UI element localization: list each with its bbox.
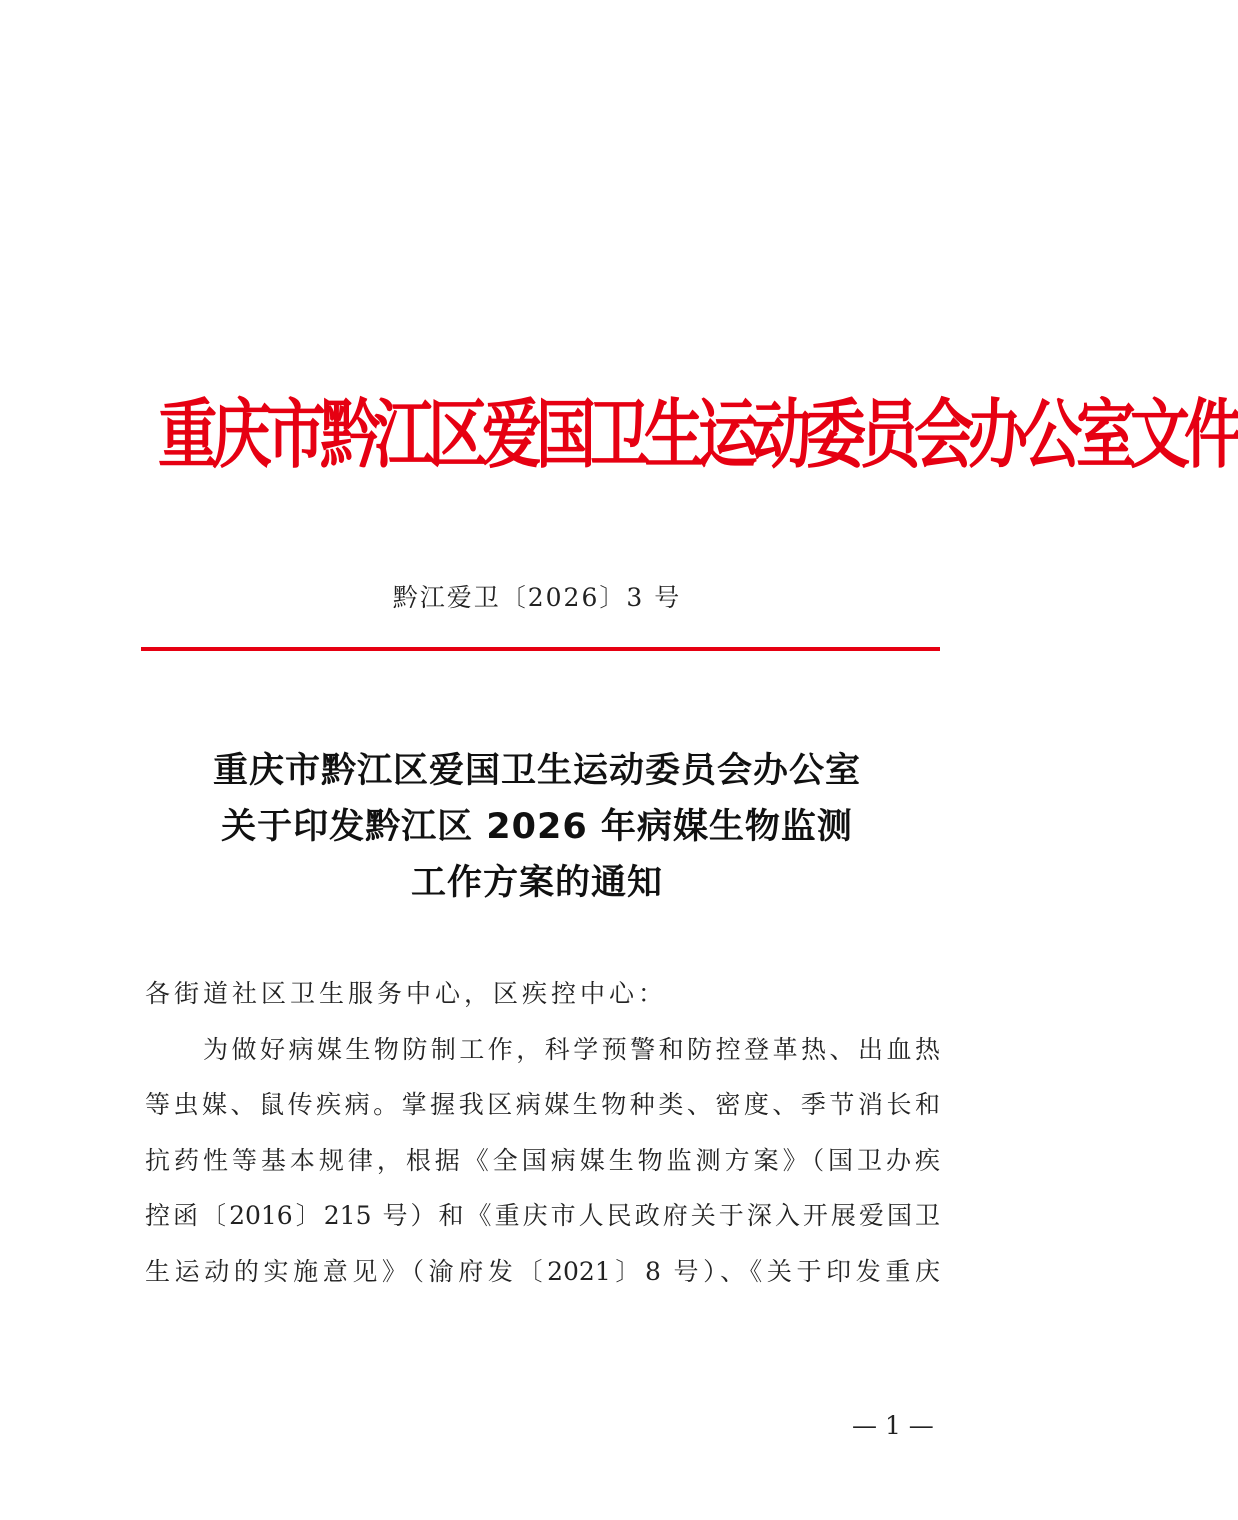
title-line-3: 工作方案的通知 — [410, 863, 663, 903]
title-line-1: 重庆市黔江区爱国卫生运动委员会办公室 — [212, 751, 861, 791]
salutation: 各街道社区卫生服务中心，区疾控中心： — [145, 979, 668, 1008]
body-line: 等虫媒、鼠传疾病。掌握我区病媒生物种类、密度、季节消长和 — [145, 1090, 940, 1119]
body-line: 抗药性等基本规律，根据《全国病媒生物监测方案》（国卫办疾 — [145, 1146, 940, 1175]
body-line: 为做好病媒生物防制工作，科学预警和防控登革热、出血热 — [203, 1035, 940, 1064]
document-number: 黔江爱卫〔2026〕3 号 — [392, 583, 682, 612]
title-line-2: 关于印发黔江区 2026 年病媒生物监测 — [221, 807, 853, 847]
body-line: 控函〔2016〕215 号）和《重庆市人民政府关于深入开展爱国卫 — [145, 1201, 940, 1230]
page-number: — 1 — — [852, 1411, 934, 1440]
body-line: 生运动的实施意见》（渝府发〔2021〕8 号）、《关于印发重庆 — [145, 1257, 940, 1286]
issuer-header: 重庆市黔江区爱国卫生运动委员会办公室文件 — [158, 391, 1238, 480]
red-divider — [141, 647, 940, 651]
